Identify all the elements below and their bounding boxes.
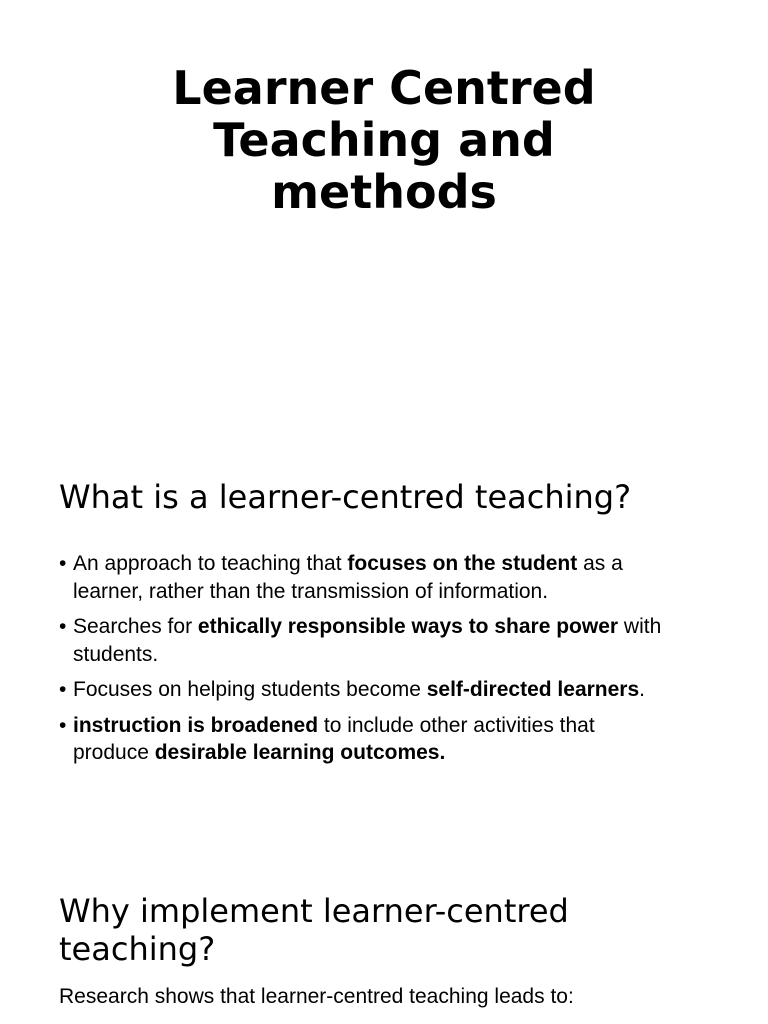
bullet-line bbox=[73, 739, 719, 767]
bullet-line: learner, rather than the transmission of information. bbox=[73, 579, 549, 603]
slide-title-line-3: methods bbox=[271, 165, 497, 219]
section-heading-what-is bbox=[59, 478, 719, 516]
bullet-line bbox=[73, 550, 719, 578]
bullet-bold-text: focuses on the student bbox=[347, 552, 578, 575]
bullet-icon: • bbox=[59, 615, 67, 638]
bullet-text: with bbox=[618, 615, 662, 638]
list-item bbox=[59, 712, 719, 767]
bullet-text: Searches for bbox=[73, 615, 198, 638]
bullet-text: Focuses on helping students become bbox=[73, 678, 427, 701]
list-item bbox=[59, 550, 719, 605]
slide-title-line-2: Teaching and bbox=[213, 113, 555, 167]
definition-bullet-list bbox=[59, 550, 719, 775]
section-heading-line-1: Why implement learner-centred bbox=[59, 892, 569, 930]
list-item bbox=[59, 613, 719, 668]
bullet-icon: • bbox=[59, 552, 67, 575]
bullet-icon: • bbox=[59, 678, 67, 701]
bullet-icon: • bbox=[59, 713, 67, 737]
bullet-text: . bbox=[639, 678, 645, 701]
section-heading-text: What is a learner-centred teaching? bbox=[59, 478, 632, 516]
bullet-line: students. bbox=[73, 642, 159, 666]
slide-title bbox=[0, 62, 768, 218]
research-intro-text: Research shows that learner-centred teaching leads to: bbox=[59, 985, 574, 1008]
bullet-bold-text: desirable learning outcomes. bbox=[154, 741, 446, 764]
bullet-bold-text: self-directed learners bbox=[426, 678, 640, 701]
section-heading-why-implement bbox=[59, 892, 719, 968]
bullet-text: produce bbox=[73, 741, 155, 764]
bullet-line bbox=[73, 676, 719, 704]
section-heading-line-2: teaching? bbox=[59, 930, 216, 968]
bullet-text: An approach to teaching that bbox=[73, 552, 348, 575]
slide-title-line-1: Learner Centred bbox=[172, 61, 596, 115]
bullet-line bbox=[73, 712, 719, 740]
list-item bbox=[59, 676, 719, 704]
bullet-text: to include other activities that bbox=[318, 713, 595, 737]
bullet-bold-text: ethically responsible ways to share power bbox=[197, 615, 619, 638]
bullet-bold-text: instruction is broadened bbox=[73, 713, 319, 737]
bullet-text: as a bbox=[577, 552, 623, 575]
bullet-line bbox=[73, 613, 719, 641]
